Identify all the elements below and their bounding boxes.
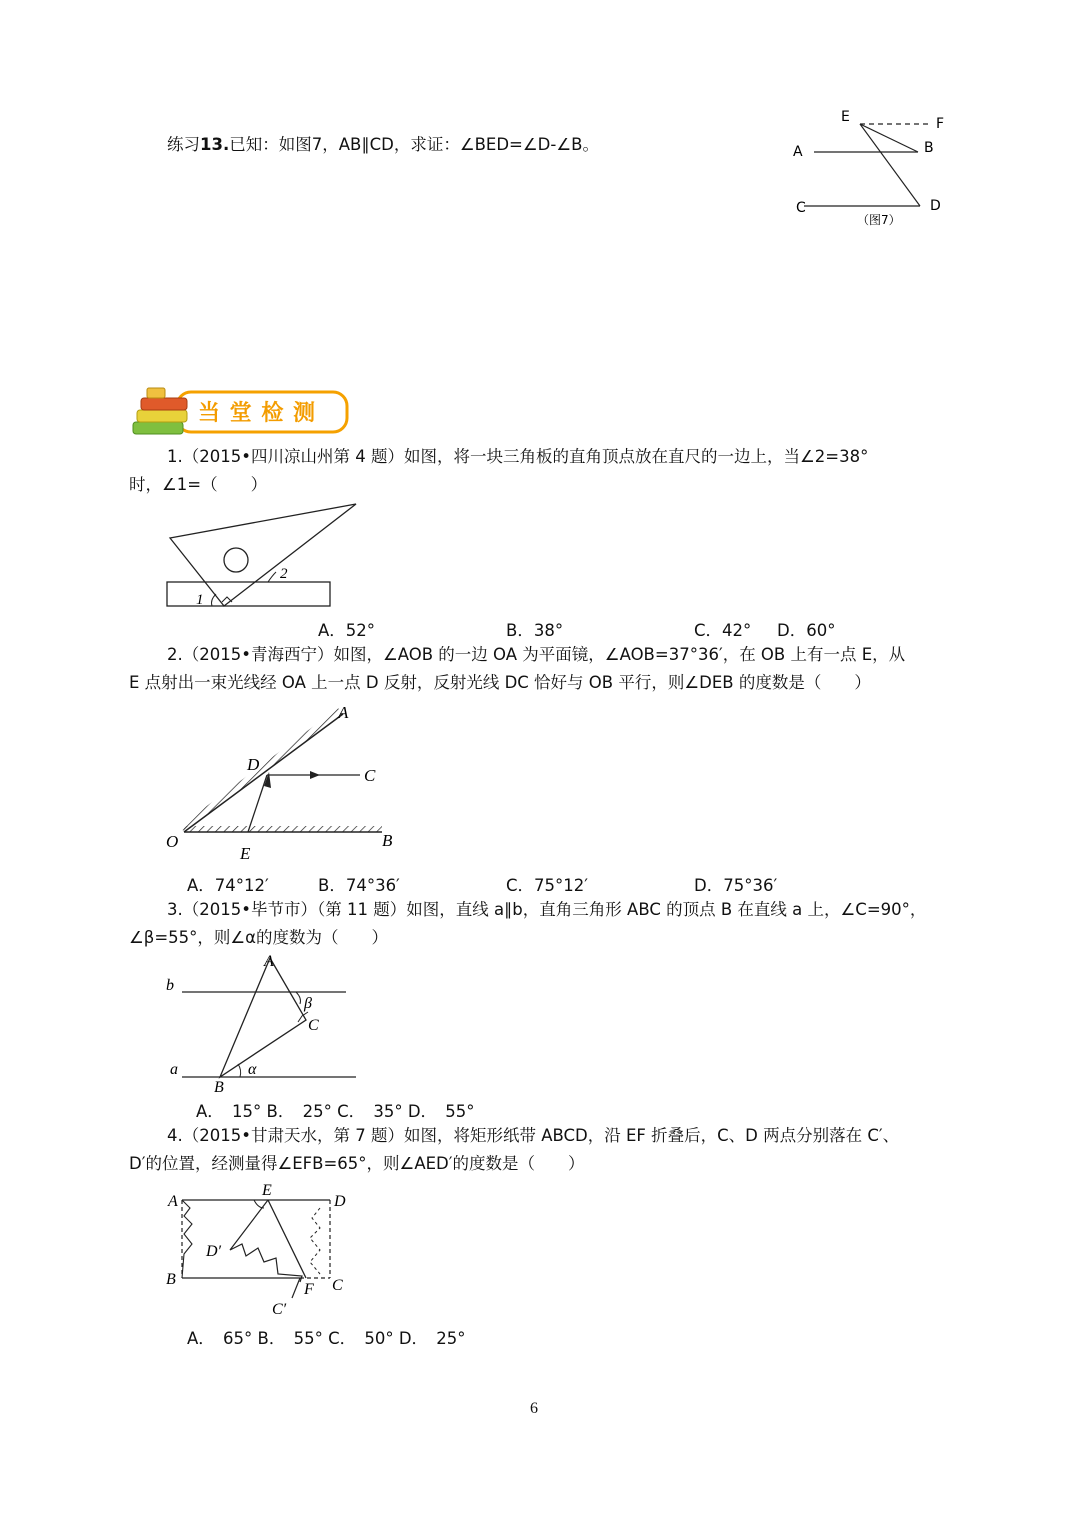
q2-option-a: A．74°12′ bbox=[187, 876, 269, 895]
q2-option-b: B．74°36′ bbox=[318, 876, 400, 895]
q1-line2: 时，∠1=（ ） bbox=[129, 475, 268, 494]
q4-line1: 4.（2015•甘肃天水，第 7 题）如图，将矩形纸带 ABCD，沿 EF 折叠后，C、D 两点分别落在 C′、 bbox=[167, 1126, 900, 1145]
exercise-statement: 已知：如图7，AB∥CD，求证：∠BED=∠D-∠B。 bbox=[229, 135, 599, 154]
fig7-label-a: A bbox=[793, 144, 803, 160]
q3-label-a: A bbox=[264, 953, 274, 970]
exercise-number: 13. bbox=[200, 135, 230, 154]
q4-label-c: C bbox=[332, 1277, 343, 1294]
q2-label-e: E bbox=[240, 844, 251, 863]
q2-line1: 2.（2015•青海西宁）如图，∠AOB 的一边 OA 为平面镜，∠AOB=37°36′，在 OB 上有一点 E，从 bbox=[167, 645, 906, 664]
book-stack-icon bbox=[133, 388, 187, 434]
q2-label-o: O bbox=[166, 832, 179, 851]
q3-line1: 3.（2015•毕节市）（第 11 题）如图，直线 a∥b，直角三角形 ABC 的顶点 B 在直线 a 上，∠C=90°， bbox=[167, 900, 927, 919]
q3-line2: ∠β=55°，则∠α的度数为（ ） bbox=[129, 928, 389, 947]
q1-option-b: B．38° bbox=[506, 621, 564, 640]
q3-label-c: C bbox=[308, 1017, 319, 1034]
fig7-label-b: B bbox=[924, 140, 934, 156]
q3-label-beta: β bbox=[304, 995, 312, 1012]
figure-7 bbox=[780, 100, 960, 235]
fig7-label-d: D bbox=[930, 198, 941, 214]
q2-label-d: D bbox=[247, 755, 260, 774]
exercise-prefix: 练习 bbox=[167, 135, 200, 154]
q2-label-b: B bbox=[382, 831, 393, 850]
q2-label-a: A bbox=[338, 703, 349, 722]
q3-label-a-line: a bbox=[170, 1061, 178, 1078]
q1-option-a: A．52° bbox=[318, 621, 376, 640]
q4-label-d-prime: D′ bbox=[206, 1243, 222, 1260]
q1-angle-2-label: 2 bbox=[280, 566, 288, 582]
q2-label-c: C bbox=[364, 766, 376, 785]
exercise-13-text bbox=[167, 131, 599, 159]
fig7-label-c: C bbox=[796, 200, 806, 216]
q4-label-d: D bbox=[334, 1193, 346, 1210]
q3-label-b-point: B bbox=[214, 1079, 224, 1095]
q3-label-alpha: α bbox=[248, 1061, 257, 1078]
fig7-label-f: F bbox=[936, 116, 945, 132]
q4-label-a: A bbox=[168, 1193, 178, 1210]
q1-figure bbox=[160, 498, 365, 613]
section-title: 当 堂 检 测 bbox=[198, 401, 316, 426]
q4-line2: D′的位置，经测量得∠EFB=65°，则∠AED′的度数是（ ） bbox=[129, 1154, 585, 1173]
q3-label-b-line: b bbox=[166, 977, 174, 994]
q2-line2: E 点射出一束光线经 OA 上一点 D 反射，反射光线 DC 恰好与 OB 平行，则∠DEB 的度数是（ ） bbox=[129, 673, 871, 692]
q4-label-f: F bbox=[304, 1281, 314, 1298]
fig7-caption: （图7） bbox=[857, 213, 901, 227]
fig7-label-e: E bbox=[841, 109, 850, 125]
q2-figure bbox=[160, 700, 400, 865]
q4-figure bbox=[160, 1178, 360, 1320]
q1-line1: 1.（2015•四川凉山州第 4 题）如图，将一块三角板的直角顶点放在直尺的一边上，当∠2=38° bbox=[167, 447, 869, 466]
q2-option-c: C．75°12′ bbox=[506, 876, 589, 895]
q4-label-e: E bbox=[262, 1182, 272, 1199]
q4-label-b: B bbox=[166, 1271, 176, 1288]
q1-option-d: D．60° bbox=[777, 621, 836, 640]
q1-angle-1-label: 1 bbox=[196, 592, 204, 608]
page-number: 6 bbox=[530, 1400, 538, 1417]
q2-option-d: D．75°36′ bbox=[694, 876, 778, 895]
q4-options: A． 65° B． 55° C． 50° D． 25° bbox=[187, 1329, 466, 1348]
q3-options: A． 15° B． 25° C． 35° D． 55° bbox=[196, 1102, 475, 1121]
q3-figure bbox=[160, 950, 360, 1095]
q1-option-c: C．42° bbox=[694, 621, 752, 640]
q4-label-c-prime: C′ bbox=[272, 1301, 287, 1318]
